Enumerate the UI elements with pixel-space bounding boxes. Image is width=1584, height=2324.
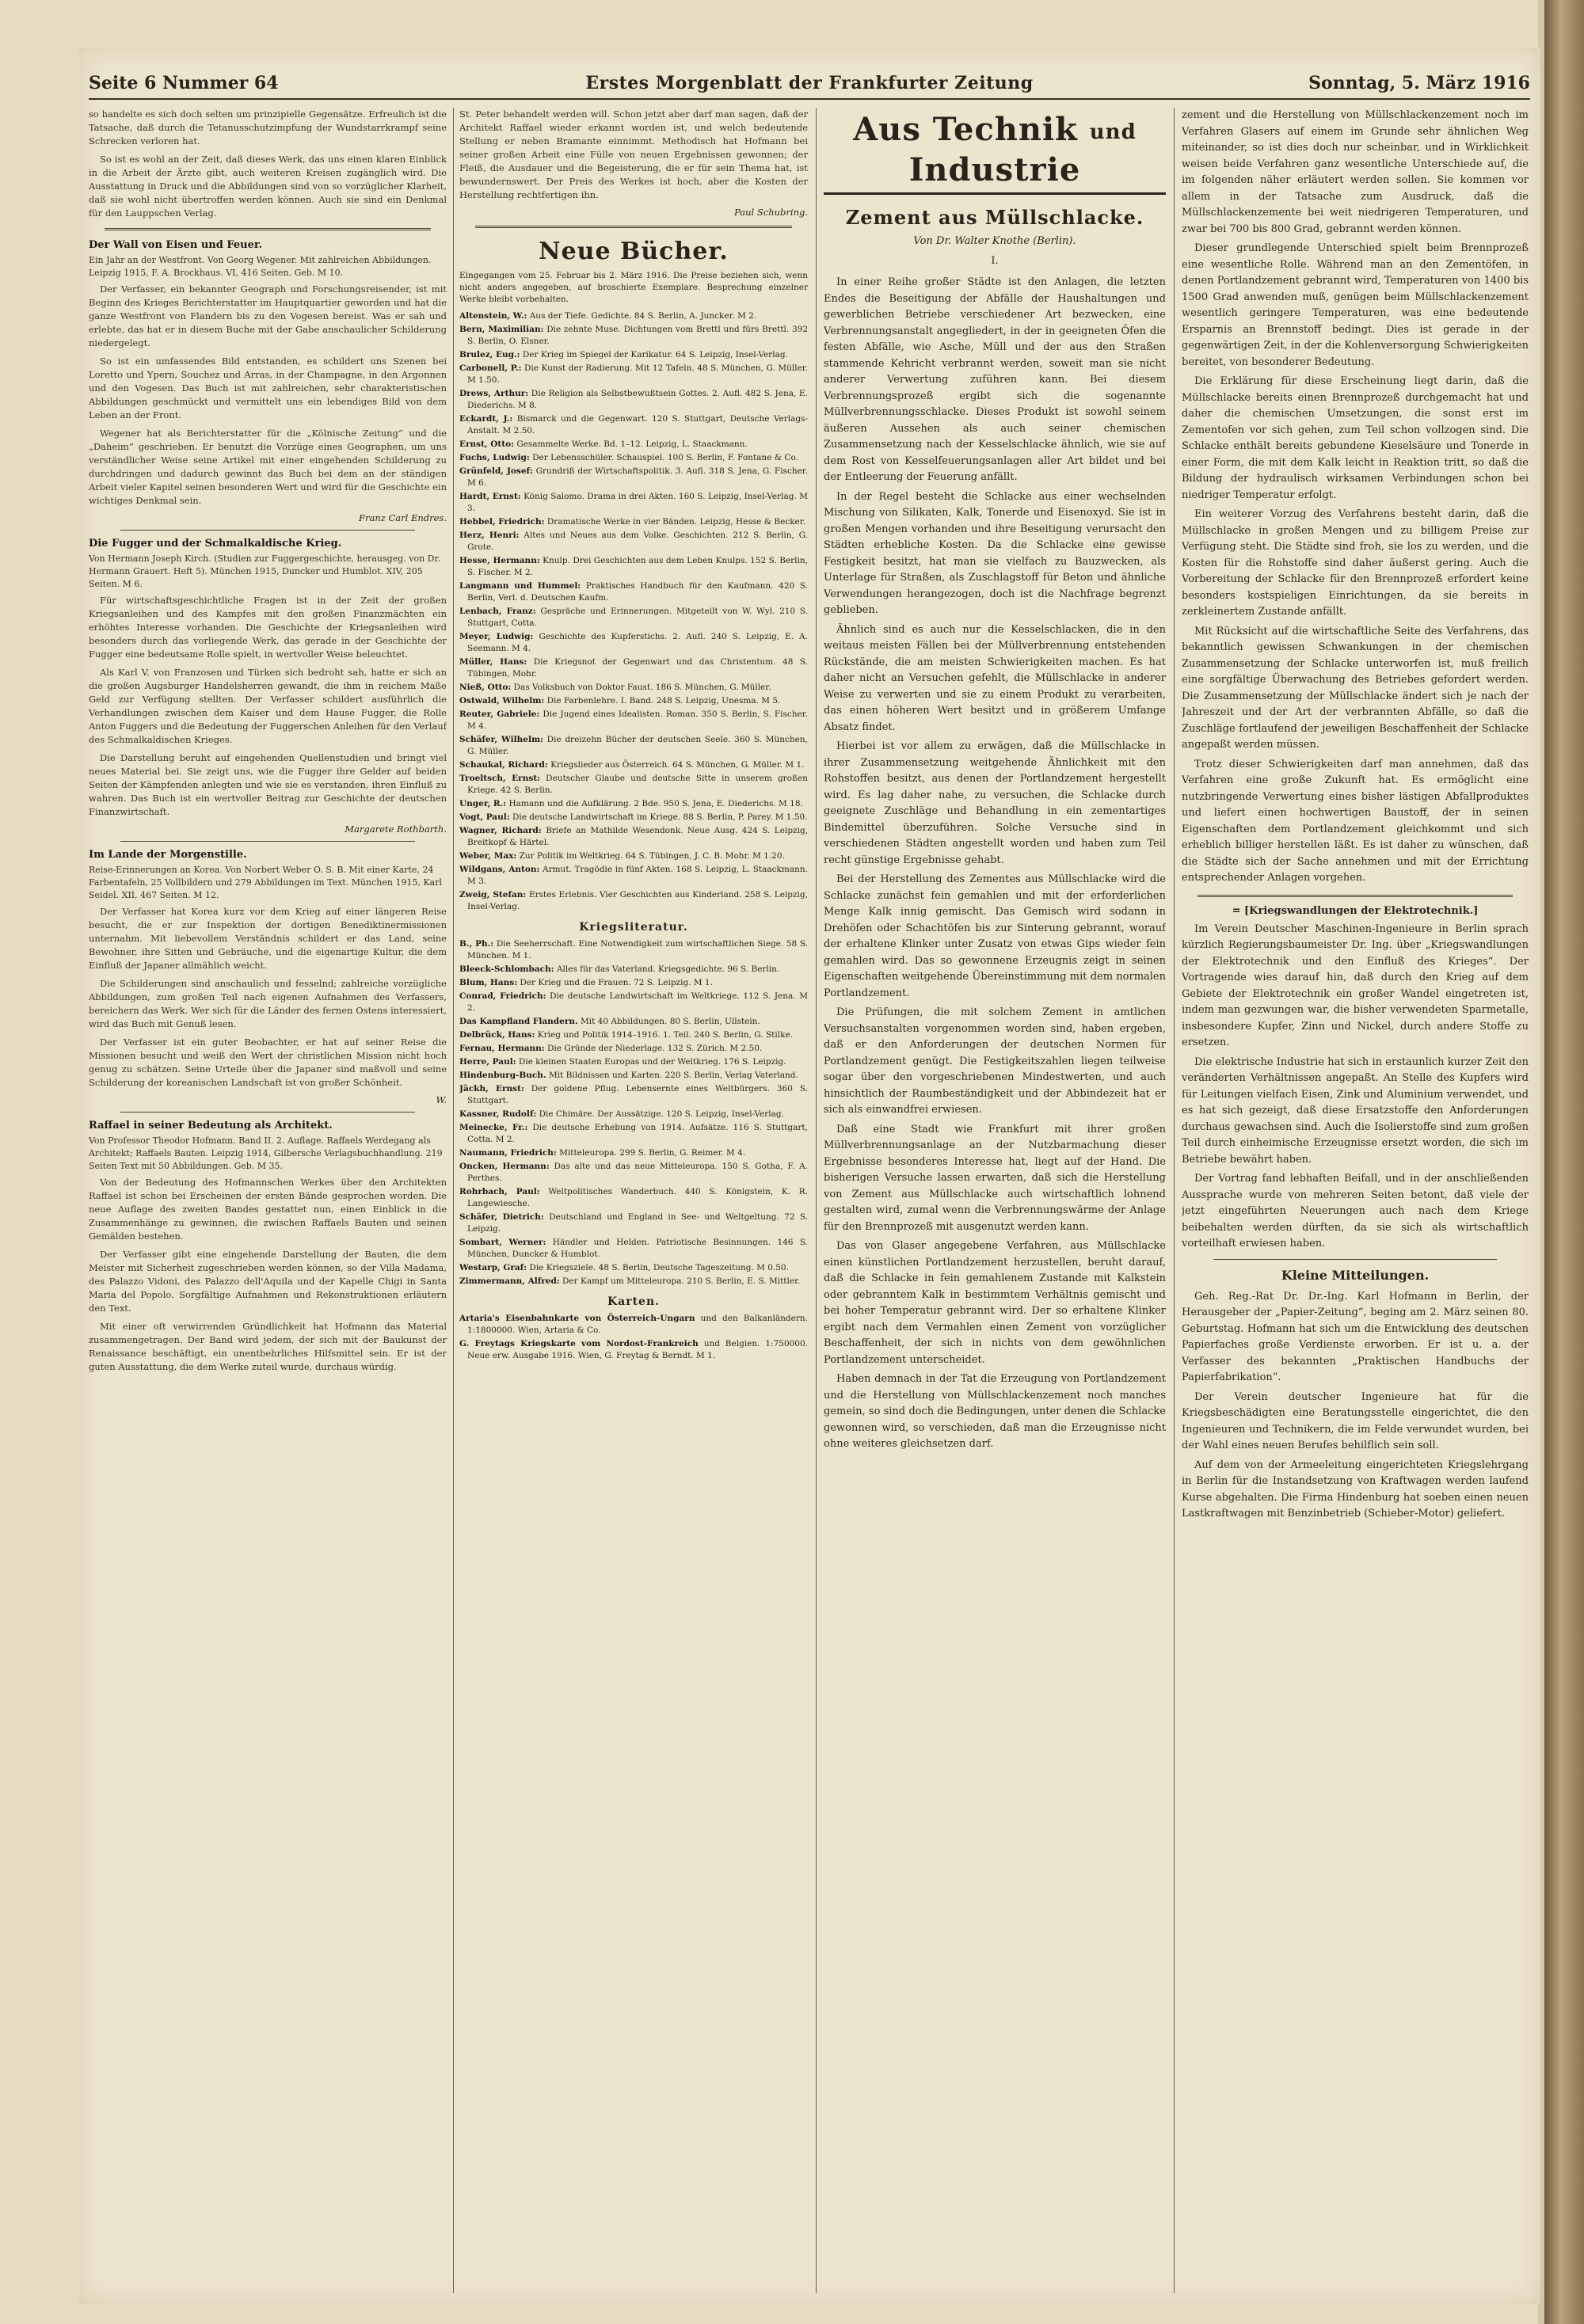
book-author: Schäfer, Wilhelm: (459, 735, 543, 744)
book-entry (459, 530, 808, 553)
article-paragraph: Die Erklärung für diese Erscheinung liegt darin, daß die Müllschlacke bereits einen Brennprozeß durchgemacht hat und daher die chemischen Umsetzungen, die sonst erst im Zementofen vor sich gehen, zum Teil schon vollzogen sind. Die Schlacke enthält bereits gebundene Kieselsäure und Tonerde in einer Form, die mit dem Kalk leicht in Reaktion tritt, so daß die Bildung der hydraulisch wirksamen Verbindungen schon bei niedriger Temperatur erfolgt. (1182, 375, 1529, 501)
divider (120, 841, 415, 842)
book-details: Die zehnte Muse. Dichtungen vom Brettl und fürs Brettl. 392 S. Berlin, O. Elsner. (467, 325, 808, 346)
book-entry (459, 773, 808, 797)
book-author: Naumann, Friedrich: (459, 1148, 557, 1158)
book-details: Mit Bildnissen und Karten. 220 S. Berlin, Verlag Vaterland. (548, 1071, 798, 1080)
book-details: Die deutsche Erhebung von 1914. Aufsätze. 116 S. Stuttgart, Cotta. M 2. (467, 1123, 808, 1144)
book-entry (459, 413, 808, 437)
book-author: Weber, Max: (459, 851, 517, 861)
book-author: Delbrück, Hans: (459, 1030, 535, 1040)
review-continuation: So ist es wohl an der Zeit, daß dieses Werk, das uns einen klaren Einblick in die Arbeit der Ärzte gibt, auch weiteren Kreisen zugänglich wird. Die Ausstattung in Druck und die Abbildungen sind von so vorzüglicher Klarheit, daß sie wohl nicht übertroffen werden können. Auch sie sind ein Denkmal für den Lauppschen Verlag. (89, 154, 447, 219)
subsection-title: Kriegsliteratur. (579, 921, 688, 934)
book-entry (459, 349, 808, 361)
book-entry (459, 812, 808, 823)
book-entry (459, 1056, 808, 1068)
article-paragraph: Hierbei ist vor allem zu erwägen, daß die Müllschlacke in ihrer Zusammensetzung weitgehende Ähnlichkeit mit den Rohstoffen besitzt, aus denen der Portlandzement hergestellt wird. Es lag daher nahe, zu versuchen, die Schlacke durch geeignete Zuschläge und Behandlung in ein zementartiges Bindemittel überzuführen. Solche Versuche sind in verschiedenen Städten angestellt worden und haben zum Teil recht günstige Ergebnisse gehabt. (824, 740, 1166, 866)
book-details: Praktisches Handbuch für den Kaufmann. 420 S. Berlin, Verl. d. Deutschen Kaufm. (467, 581, 808, 603)
book-author: Artaria's Eisenbahnkarte von Österreich-Ungarn (459, 1314, 695, 1323)
book-details: Hamann und die Aufklärung. 2 Bde. 950 S. Jena, E. Diederichs. M 18. (508, 799, 803, 808)
book-details: Deutscher Glaube und deutsche Sitte in unserem großen Kriege. 42 S. Berlin. (467, 774, 808, 795)
section-masthead (824, 111, 1166, 189)
book-entry (459, 1313, 808, 1337)
book-entry (459, 1262, 808, 1274)
book-author: Carbonell, P.: (459, 363, 522, 373)
review-text: Für wirtschaftsgeschichtliche Fragen ist in der Zeit der großen Kriegsanleihen und des Kampfes mit den großen Finanzmächten ein erhöhtes Interesse vorhanden. Die Geschichte der Kriegsanleihen wird besonders durch das vorliegende Werk, das gerade in der Geschichte der Fugger eine bedeutsame Rolle spielt, in wertvoller Weise beleuchtet. (89, 595, 447, 660)
book-details: Krieg und Politik 1914–1916. 1. Teil. 240 S. Berlin, G. Stilke. (537, 1030, 794, 1040)
book-entry (459, 1237, 808, 1261)
book-details: Die Kunst der Radierung. Mit 12 Tafeln. 48 S. München, G. Müller. M 1.50. (467, 363, 808, 385)
book-author: Müller, Hans: (459, 657, 527, 667)
review-text: Der Verfasser, ein bekannter Geograph und Forschungsreisender, ist mit Beginn des Krieges Berichterstatter im Hauptquartier geworden und hat die ganze Westfront von Flandern bis zu den Vogesen bereist. Was er sah und erlebte, das hat er in diesem Buche mit der Gabe anschaulicher Schilderung niedergelegt. (89, 283, 447, 348)
book-entry (459, 1161, 808, 1185)
masthead-rule (824, 192, 1166, 195)
review-bibliography: Von Professor Theodor Hofmann. Band II. 2. Auflage. Raffaels Werdegang als Architekt; Raffaels Bauten. Leipzig 1914, Gilbersche Verlagsbuchhandlung. 219 Seiten Text mit 50 Abbildungen. Geb. M 35. (89, 1135, 443, 1171)
review-title: Im Lande der Morgenstille. (89, 849, 247, 861)
book-author: Hebbel, Friedrich: (459, 517, 545, 527)
review-article (89, 1119, 447, 1374)
notice-paragraph: Im Verein Deutscher Maschinen-Ingenieure in Berlin sprach kürzlich Regierungsbaumeister Dr. Ing. über „Kriegswandlungen der Elektrotechnik und den Einfluß des Krieges“. Der Vortragende wies darauf hin, daß durch den Krieg auf dem Gebiete der Elektrotechnik ein großer Wandel eingetreten ist, indem man gezwungen war, die bisher verwendeten Sparmetalle, insbesondere Kupfer, Zinn und Nickel, durch andere Stoffe zu ersetzen. (1182, 922, 1529, 1048)
book-details: Händler und Helden. Patriotische Besinnungen. 146 S. München, Duncker & Humblot. (467, 1238, 808, 1259)
book-entry (459, 606, 808, 629)
article-paragraph: Das von Glaser angegebene Verfahren, aus Müllschlacke einen künstlichen Portlandzement herzustellen, beruht darauf, daß die Schlacke in fein gemahlenem Zustande mit Kalkstein oder gebranntem Kalk in bestimmtem Verhältnis gemischt und bei hoher Temperatur gebrannt wird. Der so erhaltene Klinker ergibt nach dem Vermahlen einen Zement von vorzüglicher Beschaffenheit, der sich in nichts von dem gewöhnlichen Portlandzement unterscheidet. (824, 1240, 1166, 1366)
book-details: Bismarck und die Gegenwart. 120 S. Stuttgart, Deutsche Verlags-Anstalt. M 2.50. (467, 414, 808, 436)
book-details: Die Religion als Selbstbewußtsein Gottes. 2. Aufl. 482 S. Jena, E. Diederichs. M 8. (467, 389, 808, 410)
section-divider (475, 226, 792, 228)
book-author: Wildgans, Anton: (459, 865, 540, 874)
column-rule (816, 108, 817, 2293)
book-author: Lenbach, Franz: (459, 607, 536, 616)
book-entry (459, 1122, 808, 1146)
review-continuation: St. Peter behandelt werden will. Schon jetzt aber darf man sagen, daß der Architekt Raffael wieder erkannt worden ist, und welch bedeutende Stellung er neben Bramante einnimmt. Methodisch hat Hofmann bei seiner großen Arbeit eine Fülle von neuen Ergebnissen gewonnen; der Fleiß, die Ausdauer und die Begeisterung, die er für sein Thema hat, ist bewundernswert. Der Preis des Werkes ist hoch, aber die Kosten der Herstellung rechtfertigen ihn. (459, 108, 808, 200)
review-text: Von der Bedeutung des Hofmannschen Werkes über den Architekten Raffael ist schon bei Erscheinen der ersten Bände gesprochen worden. Die neue Auflage des zweiten Bandes gestattet nun, einen Einblick in die Zusammenhänge zu gewinnen, die zwischen Raffaels Bauten und seinen Gemälden bestehen. (89, 1177, 447, 1242)
book-entry (459, 388, 808, 412)
column-rule (453, 108, 454, 2293)
article-paragraph: Ein weiterer Vorzug des Verfahrens besteht darin, daß die Müllschlacke in großen Mengen und zu billigem Preise zur Verfügung steht. Die Städte sind froh, sie los zu werden, und die Kosten für die Rohstoffe sind daher äußerst gering. Auch die Vorbereitung der Schlacke für den Brennprozeß erfordert keine besonders kostspieligen Einrichtungen, da sie bereits in zerkleinertem Zustande anfällt. (1182, 508, 1529, 618)
book-details: Zur Politik im Weltkrieg. 64 S. Tübingen, J. C. B. Mohr. M 1.20. (519, 851, 785, 861)
notice-paragraph: Die elektrische Industrie hat sich in erstaunlich kurzer Zeit den veränderten Verhältnissen angepaßt. An Stelle des Kupfers wird für Leitungen vielfach Eisen, Zink und Aluminium verwendet, und es hat sich gezeigt, daß diese Ersatzstoffe den Anforderungen durchaus gewachsen sind. Auch die Isolierstoffe sind zum großen Teil durch einheimische Erzeugnisse ersetzt worden, die sich im Betriebe bewährt haben. (1182, 1055, 1529, 1166)
book-entry (459, 1043, 808, 1055)
book-entry (459, 324, 808, 348)
book-author: Zweig, Stefan: (459, 890, 527, 900)
newspaper-page (79, 48, 1540, 2304)
issue-date: Sonntag, 5. März 1916 (1308, 73, 1530, 93)
book-author: Schaukal, Richard: (459, 760, 548, 770)
review-signature: Margarete Rothbarth. (345, 823, 447, 835)
book-entry (459, 363, 808, 386)
book-author: Blum, Hans: (459, 978, 518, 987)
book-entry (459, 964, 808, 976)
book-entry (459, 1109, 808, 1120)
book-entry (459, 1070, 808, 1082)
book-details: Die Gründe der Niederlage. 132 S. Zürich. M 2.50. (547, 1044, 763, 1053)
review-title: Raffael in seiner Bedeutung als Architekt. (89, 1120, 333, 1132)
book-author: Schäfer, Dietrich: (459, 1212, 544, 1222)
book-details: Die Seeherrschaft. Eine Notwendigkeit zum wirtschaftlichen Siege. 58 S. München. M 1. (467, 939, 808, 960)
review-title: Die Fugger und der Schmalkaldische Krieg. (89, 538, 342, 550)
book-author: Bern, Maximilian: (459, 325, 544, 334)
book-author: Wagner, Richard: (459, 826, 542, 835)
book-author: Zimmermann, Alfred: (459, 1276, 560, 1286)
book-details: Dramatische Werke in vier Bänden. Leipzig, Hesse & Becker. (546, 517, 805, 527)
book-spine (1544, 0, 1584, 2324)
book-entry (459, 938, 808, 962)
review-article (89, 238, 447, 523)
book-entry (459, 631, 808, 655)
article-title: Zement aus Müllschlacke. (845, 206, 1144, 229)
book-entry (459, 1083, 808, 1107)
article-part: I. (991, 255, 999, 267)
article-paragraph: Ähnlich sind es auch nur die Kesselschlacken, die in den weitaus meisten Fällen bei der Müllverbrennung entstehenden Rückstände, die am meisten Schwierigkeiten machen. Es hat daher nicht an Versuchen gefehlt, die Müllschlacke in anderer Weise zu verwerten und sie zu einem Produkt zu verarbeiten, das einen höheren Wert besitzt und in größerem Umfange Absatz findet. (824, 623, 1166, 733)
book-author: Unger, R.: (459, 799, 507, 808)
masthead-word: Aus Technik (853, 111, 1078, 148)
book-entry (459, 580, 808, 604)
review-bibliography: Von Hermann Joseph Kirch. (Studien zur Fuggergeschichte, herausgeg. von Dr. Hermann Grauert. Heft 5). München 1915, Duncker und Humblot. XIV, 205 Seiten. M 6. (89, 553, 441, 589)
book-author: Nieß, Otto: (459, 683, 512, 692)
book-author: Herz, Henri: (459, 531, 520, 540)
book-author: Drews, Arthur: (459, 389, 529, 398)
book-details: Armut. Tragödie in fünf Akten. 168 S. Leipzig, L. Staackmann. M 3. (467, 865, 808, 886)
book-author: Rohrbach, Paul: (459, 1187, 540, 1196)
book-author: Meyer, Ludwig: (459, 632, 534, 641)
subsection-title: Karten. (607, 1295, 661, 1308)
book-author: Langmann und Hummel: (459, 581, 581, 591)
book-entry (459, 1029, 808, 1041)
review-text: Mit einer oft verwirrenden Gründlichkeit hat Hofmann das Material zusammengetragen. Der Band wird jedem, der sich mit der Baukunst der Renaissance beschäftigt, ein unentbehrliches Hilfsmittel sein. Er ist der guten Ausstattung, die dem Werke zuteil wurde, durchaus würdig. (89, 1321, 447, 1372)
book-author: Hindenburg-Buch. (459, 1071, 546, 1080)
book-details: Gespräche und Erinnerungen. Mitgeteilt von W. Wyl. 210 S. Stuttgart, Cotta. (467, 607, 808, 628)
book-entry (459, 1211, 808, 1235)
book-entry (459, 889, 808, 913)
book-author: Fuchs, Ludwig: (459, 453, 530, 462)
book-entry (459, 864, 808, 888)
divider (120, 1112, 415, 1113)
book-entry (459, 825, 808, 849)
book-details: Geschichte des Kupferstichs. 2. Aufl. 240 S. Leipzig, E. A. Seemann. M 4. (467, 632, 808, 653)
section-divider (105, 228, 431, 230)
book-author: Sombart, Werner: (459, 1238, 546, 1247)
book-author: Das Kampfland Flandern. (459, 1017, 578, 1026)
review-text: Als Karl V. von Franzosen und Türken sich bedroht sah, hatte er sich an die großen Augsburger Handelsherren gewandt, die ihm in reichem Maße Geld zur Verfügung stellten. Der Verfasser schildert ausführlich die Verhandlungen zwischen dem Kaiser und dem Hause Fugger, die Rolle Anton Fuggers und die Bedeutung der Fuggerschen Anleihen für den Verlauf des Schmalkaldischen Krieges. (89, 667, 447, 745)
short-notice: Der Verein deutscher Ingenieure hat für die Kriegsbeschädigten eine Beratungsstelle eingerichtet, die den Ingenieuren und Technikern, die im Felde verwundet wurden, bei der Wahl eines neuen Berufes behilflich sein soll. (1182, 1390, 1529, 1451)
book-details: Die Farbenlehre. I. Band. 248 S. Leipzig, Unesma. M 5. (546, 696, 781, 706)
book-details: Knulp. Drei Geschichten aus dem Leben Knulps. 152 S. Berlin, S. Fischer. M 2. (467, 556, 808, 577)
book-details: Weltpolitisches Wanderbuch. 440 S. Königstein, K. R. Langewiesche. (467, 1187, 808, 1208)
book-entry (459, 555, 808, 579)
book-entry (459, 709, 808, 732)
book-entry (459, 977, 808, 989)
book-entry (459, 1276, 808, 1288)
book-details: Die deutsche Landwirtschaft im Kriege. 88 S. Berlin, P. Parey. M 1.50. (512, 812, 808, 822)
book-list (459, 310, 808, 913)
book-details: Die kleinen Staaten Europas und der Weltkrieg. 176 S. Leipzig. (518, 1057, 786, 1067)
war-book-list (459, 938, 808, 1288)
book-details: Kriegslieder aus Österreich. 64 S. München, G. Müller. M 1. (550, 760, 805, 770)
book-entry (459, 491, 808, 515)
book-details: Alles für das Vaterland. Kriegsgedichte. 96 S. Berlin. (556, 964, 780, 974)
book-author: Ernst, Otto: (459, 439, 514, 449)
short-notice: Geh. Reg.-Rat Dr. Dr.-Ing. Karl Hofmann in Berlin, der Herausgeber der „Papier-Zeitung“, beging am 2. März seinen 80. Geburtstag. Hofmann hat sich um die Entwicklung des deutschen Papierfaches große Verdienste erworben. Er ist u. a. der Verfasser des bekannten „Praktischen Handbuchs der Papierfabrikation“. (1182, 1290, 1529, 1383)
book-author: Troeltsch, Ernst: (459, 774, 540, 783)
book-author: Kassner, Rudolf: (459, 1109, 537, 1119)
book-details: Das Volksbuch von Doktor Faust. 186 S. München, G. Müller. (513, 683, 771, 692)
book-details: Die Jugend eines Idealisten. Roman. 350 S. Berlin, S. Fischer. M 4. (467, 709, 808, 731)
book-details: Briefe an Mathilde Wesendonk. Neue Ausg. 424 S. Leipzig, Breitkopf & Härtel. (467, 826, 808, 847)
subsection-title: Kleine Mitteilungen. (1281, 1267, 1430, 1283)
review-text: Der Verfasser hat Korea kurz vor dem Krieg auf einer längeren Reise besucht, die er zur Inspektion der dortigen Benediktinermissionen unternahm. Mit liebevollem Verständnis schildert er das Land, seine Bewohner, ihre Sitten und Gebräuche, und die eigenartige Kultur, die dem Einfluß der Japaner allmählich weicht. (89, 906, 447, 971)
review-text: So ist ein umfassendes Bild entstanden, es schildert uns Szenen bei Loretto und Ypern, Souchez und Arras, in der Champagne, in den Argonnen und den Vogesen. Das Buch ist mit zahlreichen, sehr charakteristischen Abbildungen geschmückt und vermittelt uns ein lebendiges Bild von dem Leben an der Front. (89, 356, 447, 420)
book-details: Grundriß der Wirtschaftspolitik. 3. Aufl. 318 S. Jena, G. Fischer. M 6. (467, 466, 808, 488)
book-author: Bleeck-Schlombach: (459, 964, 554, 974)
review-signature: Paul Schubring. (734, 207, 808, 218)
review-article (89, 848, 447, 1105)
map-list (459, 1313, 808, 1362)
divider (120, 530, 415, 531)
article-paragraph: Haben demnach in der Tat die Erzeugung von Portlandzement und die Herstellung von Müllschlackenzement noch manches gemein, so sind doch die Bedingungen, unter denen die Schlacke gewonnen wird, so verschieden, daß man die Erzeugnisse nicht ohne weiteres gleichsetzen darf. (824, 1373, 1166, 1450)
section-title: Neue Bücher. (539, 238, 729, 265)
book-details: Die deutsche Landwirtschaft im Weltkriege. 112 S. Jena. M 2. (467, 991, 808, 1013)
article-paragraph: Trotz dieser Schwierigkeiten darf man annehmen, daß das Verfahren eine große Zukunft hat. Es ermöglicht eine nutzbringende Verwertung eines bisher lästigen Abfallproduktes und liefert einen hochwertigen Baustoff, der in seinen Eigenschaften dem Portlandzement gleichkommt und sich erheblich billiger herstellen läßt. Es ist daher zu wünschen, daß die Städte sich der Sache annehmen und mit der Errichtung entsprechender Anlagen vorgehen. (1182, 758, 1529, 884)
book-entry (459, 850, 808, 862)
book-entry (459, 798, 808, 810)
book-entry (459, 1016, 808, 1028)
book-entry (459, 682, 808, 694)
review-text: Die Schilderungen sind anschaulich und fesselnd; zahlreiche vorzügliche Abbildungen, zum großen Teil nach eigenen Aufnahmen des Verfassers, bereichern das Werk. Wer sich für die Länder des fernen Ostens interessiert, wird das Buch mit Genuß lesen. (89, 978, 447, 1029)
book-details: und den Balkanländern. 1:1800000. Wien, Artaria & Co. (467, 1314, 808, 1335)
book-details: Altes und Neues aus dem Volke. Geschichten. 212 S. Berlin, G. Grote. (467, 531, 808, 552)
masthead-word: Industrie (908, 151, 1081, 188)
book-details: Gesammelte Werke. Bd. 1–12. Leipzig, L. Staackmann. (516, 439, 748, 449)
book-author: Hardt, Ernst: (459, 492, 521, 501)
review-text: Der Verfasser gibt eine eingehende Darstellung der Bauten, die dem Meister mit Sicherheit zugeschrieben werden können, so der Villa Madama, des Palazzo Vidoni, des Palazzo dell'Aquila und der Kapelle Chigi in Santa Maria del Popolo. Sorgfältige Aufnahmen und Rekonstruktionen erläutern den Text. (89, 1249, 447, 1314)
section-intro: Eingegangen vom 25. Februar bis 2. März 1916. Die Preise beziehen sich, wenn nicht anders angegeben, auf broschierte Exemplare. Besprechung einzelner Werke bleibt vorbehalten. (459, 271, 808, 304)
book-author: Reuter, Gabriele: (459, 709, 540, 719)
book-details: Aus der Tiefe. Gedichte. 84 S. Berlin, A. Juncker. M 2. (529, 311, 757, 321)
book-details: und Belgien. 1:750000. Neue erw. Ausgabe 1916. Wien, G. Freytag & Berndt. M 1. (467, 1339, 808, 1360)
book-entry (459, 516, 808, 528)
article-paragraph: In einer Reihe großer Städte ist den Anlagen, die letzten Endes die Beseitigung der Abfälle der Haushaltungen und gewerblichen Betriebe verschiedener Art bezwecken, eine Verbrennungsanstalt angegliedert, in der in geeigneten Öfen die festen Abfälle, wie Asche, Müll und der aus den Straßen stammende Kehricht verbrannt werden, soweit man sie nicht anderer Verwertung zuführen kann. Bei diesem Verbrennungsprozeß ergibt sich die sogenannte Müllverbrennungsschlacke. Dieses Produkt ist sowohl seinem äußeren Aussehen als auch seiner chemischen Zusammensetzung nach der Kesselschlacke ähnlich, wie sie auf dem Rost von Kesselfeuerungsanlagen aller Art bildet und bei der Entleerung der Feuerung anfällt. (824, 276, 1166, 483)
review-bibliography: Ein Jahr an der Westfront. Von Georg Wegener. Mit zahlreichen Abbildungen. Leipzig 1915, F. A. Brockhaus. VI, 416 Seiten. Geb. M 10. (89, 255, 432, 278)
divider (1213, 1259, 1497, 1260)
book-entry (459, 1338, 808, 1362)
review-text: Wegener hat als Berichterstatter für die „Kölnische Zeitung“ und die „Daheim“ geschrieben. Er benutzt die Vorzüge eines Geographen, um uns verständlicher Weise seine Artikel mit einer eingehenden Schilderung zu durchdringen und dadurch gewinnt das Buch bei dem an der ständigen Arbeit vieler Kapitel seinen besonderen Wert und wird für die Geschichte ein wichtiges Denkmal sein. (89, 428, 447, 506)
book-entry (459, 695, 808, 707)
review-signature: W. (436, 1094, 447, 1105)
article-paragraph: Die Prüfungen, die mit solchem Zement in amtlichen Versuchsanstalten vorgenommen worden sind, haben ergeben, daß er den Anforderungen der deutschen Normen für Portlandzement genügt. Die Festigkeitszahlen liegen teilweise sogar über den vorgeschriebenen Mindestwerten, und auch hinsichtlich der Raumbeständigkeit und der Abbindezeit hat er sich als einwandfrei erwiesen. (824, 1006, 1166, 1116)
book-entry (459, 991, 808, 1014)
review-title: Der Wall von Eisen und Feuer. (89, 239, 263, 251)
book-entry (459, 1186, 808, 1210)
book-details: Erstes Erlebnis. Vier Geschichten aus Kinderland. 258 S. Leipzig, Insel-Verlag. (467, 890, 808, 911)
book-details: Die Kriegsnot der Gegenwart und das Christentum. 48 S. Tübingen, Mohr. (467, 657, 808, 679)
book-author: Eckardt, J.: (459, 414, 513, 424)
book-author: Jäckh, Ernst: (459, 1084, 524, 1094)
review-article (89, 537, 447, 835)
book-author: Ostwald, Wilhelm: (459, 696, 545, 706)
book-author: Herre, Paul: (459, 1057, 516, 1067)
book-details: Die dreizehn Bücher der deutschen Seele. 360 S. München, G. Müller. (467, 735, 808, 756)
book-author: Fernau, Hermann: (459, 1044, 545, 1053)
review-text: Die Darstellung beruht auf eingehenden Quellenstudien und bringt viel neues Material bei. Sie zeigt uns, wie die Fugger ihre Gelder auf beiden Seiten der Kämpfenden anlegten und wie sie es verstanden, ihren Einfluß zu wahren. Das Buch ist ein wertvoller Beitrag zur Geschichte der deutschen Finanzwirtschaft. (89, 752, 447, 817)
book-entry (459, 452, 808, 464)
article-paragraph: In der Regel besteht die Schlacke aus einer wechselnden Mischung von Silikaten, Kalk, Tonerde und Eisenoxyd. Sie ist in großen Mengen vorhanden und ihre Beseitigung verursacht den Städten erhebliche Kosten. Da die Schlacke eine gewisse Festigkeit besitzt, hat man sie vielfach zu Bauzwecken, als Unterlage für Straßen, als Zuschlagstoff für Beton und ähnliche Verwendungen herangezogen, doch ist die Nachfrage begrenzt geblieben. (824, 490, 1166, 616)
notice-title: = [Kriegswandlungen der Elektrotechnik.] (1232, 904, 1479, 917)
book-entry (459, 656, 808, 680)
book-author: Westarp, Graf: (459, 1263, 527, 1272)
article-paragraph: Bei der Herstellung des Zementes aus Müllschlacke wird die Schlacke zunächst fein gemahlen und mit der erforderlichen Menge Kalk innig gemischt. Das Gemisch wird sodann in Drehöfen oder Schachtöfen bis zur Sinterung gebrannt, worauf der erhaltene Klinker unter Zusatz von etwas Gips wieder fein gemahlen wird. Das so gewonnene Erzeugnis zeigt in seinen Eigenschaften weitgehende Übereinstimmung mit dem normalen Portlandzement. (824, 873, 1166, 999)
book-details: Der Krieg im Spiegel der Karikatur. 64 S. Leipzig, Insel-Verlag. (522, 350, 788, 359)
book-author: Vogt, Paul: (459, 812, 510, 822)
book-author: B., Ph.: (459, 939, 494, 949)
article-author: Von Dr. Walter Knothe (Berlin). (913, 235, 1076, 247)
book-author: Brulez, Eug.: (459, 350, 520, 359)
book-entry (459, 310, 808, 322)
column-new-books (459, 108, 808, 2293)
notice-paragraph: Der Vortrag fand lebhaften Beifall, und in der anschließenden Aussprache wurde von mehreren Seiten betont, daß viele der jetzt eingeführten Neuerungen auch nach dem Kriege beibehalten werden dürften, da sie sich als wirtschaftlich vorteilhaft erwiesen haben. (1182, 1173, 1529, 1249)
book-details: Das alte und das neue Mitteleuropa. 150 S. Gotha, F. A. Perthes. (467, 1162, 808, 1183)
article-paragraph: Mit Rücksicht auf die wirtschaftliche Seite des Verfahrens, das bekanntlich gewissen Schwankungen in der chemischen Zusammensetzung der Schlacke unterworfen ist, muß freilich eine sorgfältige Überwachung des Betriebes gefordert werden. Die Zusammensetzung der Müllschlacke ändert sich je nach der Jahreszeit und der Art der verbrannten Abfälle, so daß die Zuschläge fortlaufend der jeweiligen Beschaffenheit der Schlacke angepaßt werden müssen. (1182, 625, 1529, 751)
article-paragraph: Dieser grundlegende Unterschied spielt beim Brennprozeß eine wesentliche Rolle. Während man an den Zementöfen, in denen Portlandzement gebrannt wird, Temperaturen von 1400 bis 1500 Grad anwenden muß, genügen beim Müllschlackenzement wesentlich geringere Temperaturen, was eine bedeutende Ersparnis an Brennstoff bedingt. Dies ist gerade in der gegenwärtigen Zeit, in der die Kohlenversorgung Schwierigkeiten bereitet, von besonderer Bedeutung. (1182, 242, 1529, 368)
review-bibliography: Reise-Erinnerungen an Korea. Von Norbert Weber O. S. B. Mit einer Karte, 24 Farbentafeln, 25 Vollbildern und 279 Abbildungen im Text. München 1915, Karl Seidel. XII, 467 Seiten. M 12. (89, 865, 443, 900)
book-details: Mit 40 Abbildungen. 80 S. Berlin, Ullstein. (581, 1017, 760, 1026)
book-entry (459, 466, 808, 489)
book-author: Meinecke, Fr.: (459, 1123, 528, 1132)
book-details: Die Kriegsziele. 48 S. Berlin, Deutsche Tageszeitung. M 0.50. (529, 1263, 789, 1272)
book-details: König Salomo. Drama in drei Akten. 160 S. Leipzig, Insel-Verlag. M 3. (467, 492, 808, 513)
review-text: Der Verfasser ist ein guter Beobachter, er hat auf seiner Reise die Missionen besucht und weiß den Wert der christlichen Mission nicht hoch genug zu schätzen. Seine Urteile über die Japaner sind maßvoll und seine Schilderung der koreanischen Landschaft ist von großer Schönheit. (89, 1036, 447, 1088)
page-header (89, 70, 1530, 100)
book-entry (459, 439, 808, 451)
book-author: Hesse, Hermann: (459, 556, 540, 565)
book-details: Mitteleuropa. 299 S. Berlin, G. Reimer. M 4. (559, 1148, 746, 1158)
masthead-word: und (1089, 120, 1137, 144)
book-author: Conrad, Friedrich: (459, 991, 546, 1001)
book-entry (459, 759, 808, 771)
book-details: Der Lebensschüler. Schauspiel. 100 S. Berlin, F. Fontane & Co. (532, 453, 798, 462)
book-author: Grünfeld, Josef: (459, 466, 533, 476)
column-technik-article (824, 108, 1166, 2293)
book-details: Der goldene Pflug. Lebensernte eines Weltbürgers. 360 S. Stuttgart. (467, 1084, 808, 1105)
article-paragraph: zement und die Herstellung von Müllschlackenzement noch im Verfahren Glasers auf einem im Grunde sehr ähnlichen Weg miteinander, so ist dies doch nur scheinbar, und in Wirklichkeit weisen beide Verfahren ganz wesentliche Unterschiede auf, die im folgenden näher erläutert werden sollen. Sie kommen vor allem in der Tatsache zum Ausdruck, daß die Müllschlackenzemente bei weit niedrigeren Temperaturen, und zwar bei 700 bis 800 Grad, gebrannt werden können. (1182, 109, 1529, 235)
column-technik-continued (1182, 108, 1529, 2293)
article-paragraph: Daß eine Stadt wie Frankfurt mit ihrer großen Müllverbrennungsanlage an der Nutzbarmachung dieser Ergebnisse besonderes Interesse hat, liegt auf der Hand. Die bisherigen Versuche lassen erwarten, daß sich die Herstellung von Zement aus Müllschlacke auch wirtschaftlich lohnend gestalten wird, zumal wenn die Verbrennungswärme der Anlage für den Brennprozeß mit ausgenutzt werden kann. (824, 1123, 1166, 1233)
column-rule (1174, 108, 1175, 2293)
book-details: Der Krieg und die Frauen. 72 S. Leipzig. M 1. (520, 978, 713, 987)
column-book-reviews (89, 108, 447, 2293)
newspaper-title: Erstes Morgenblatt der Frankfurter Zeitung (585, 73, 1034, 93)
short-notice: Auf dem von der Armeeleitung eingerichteten Kriegslehrgang in Berlin für die Instandsetzung von Kraftwagen werden laufend Kurse abgehalten. Die Firma Hindenburg hat soeben einen neuen Lastkraftwagen mit Benzinbetrieb (Schieber-Motor) geliefert. (1182, 1459, 1529, 1520)
book-author: G. Freytags Kriegskarte vom Nordost-Frankreich (459, 1339, 699, 1348)
review-signature: Franz Carl Endres. (359, 512, 447, 523)
book-author: Altenstein, W.: (459, 311, 527, 321)
review-continuation: so handelte es sich doch selten um prinzipielle Gegensätze. Erfreulich ist die Tatsache, daß durch die Tetanusschutzimpfung der Wundstarrkrampf seine Schrecken verloren hat. (89, 108, 447, 146)
book-entry (459, 734, 808, 758)
book-author: Oncken, Hermann: (459, 1162, 550, 1171)
book-details: Der Kampf um Mitteleuropa. 210 S. Berlin, E. S. Mittler. (562, 1276, 801, 1286)
book-entry (459, 1147, 808, 1159)
page-number: Seite 6 Nummer 64 (89, 73, 279, 93)
book-details: Die Chimäre. Der Aussätzige. 120 S. Leipzig, Insel-Verlag. (539, 1109, 784, 1119)
book-details: Deutschland und England in See- und Weltgeltung. 72 S. Leipzig. (467, 1212, 808, 1234)
section-divider (1198, 895, 1513, 897)
